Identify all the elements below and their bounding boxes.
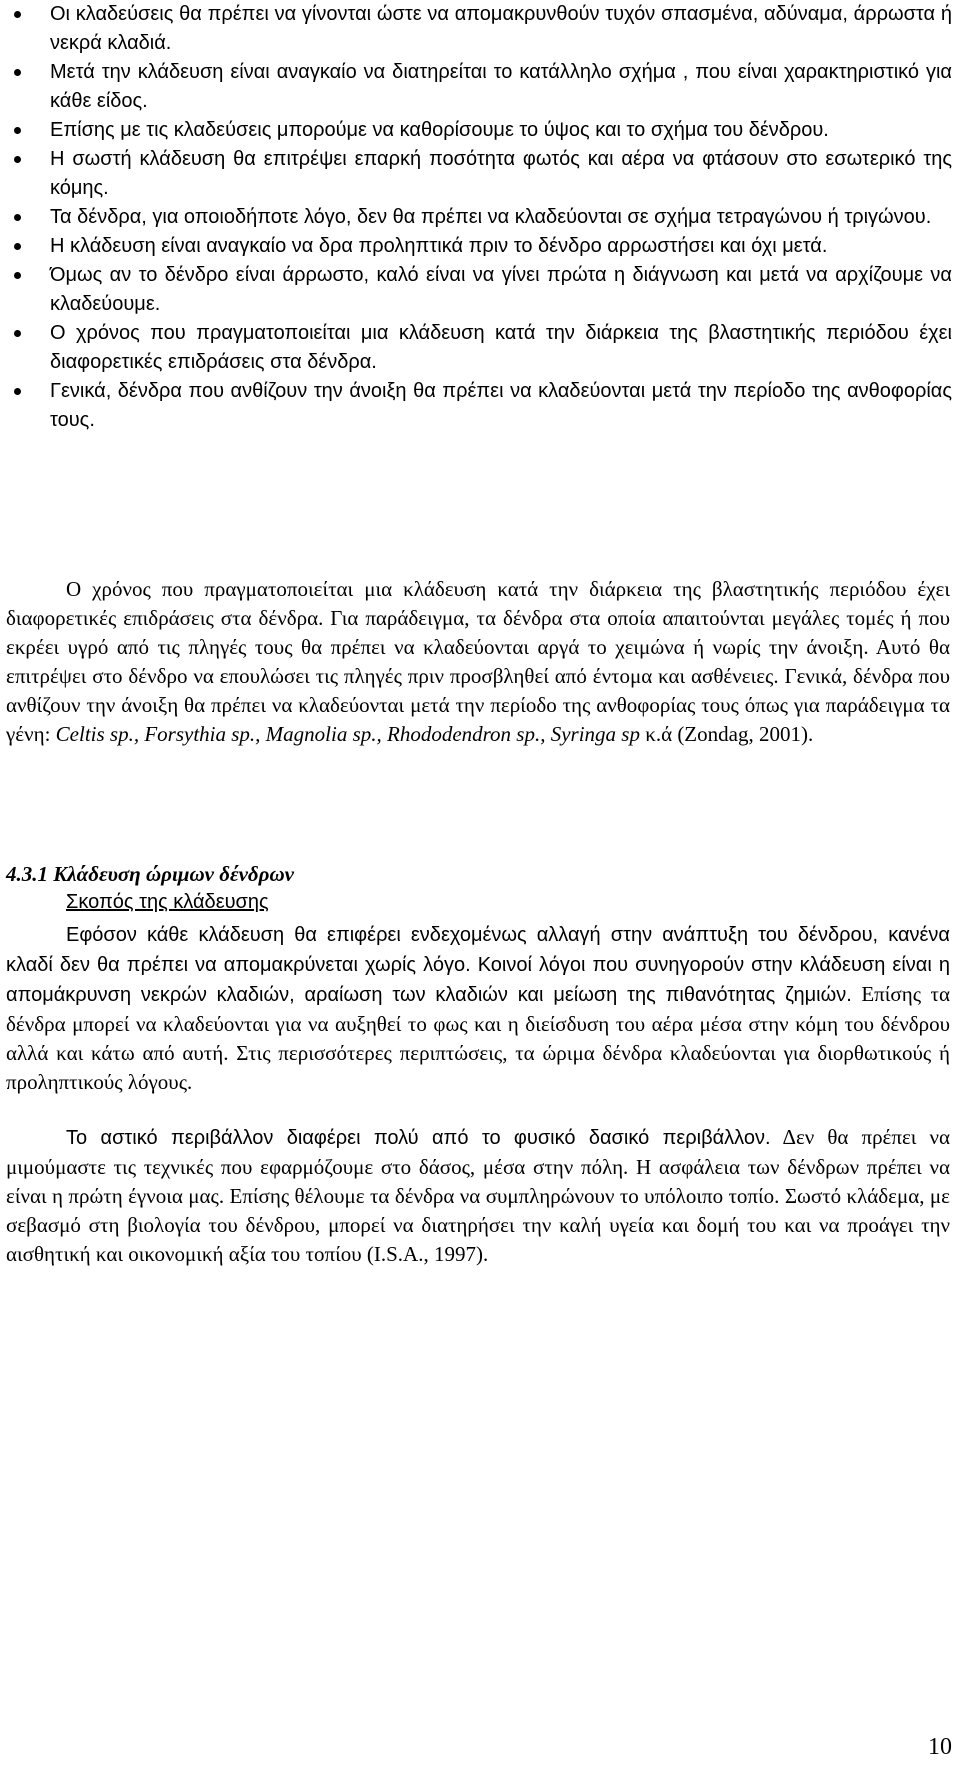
subsection-title: Σκοπός της κλάδευσης — [66, 891, 269, 913]
bullet-text: Ο χρόνος που πραγματοποιείται μια κλάδευση κατά την διάρκεια της βλαστητικής περιόδου έχει διαφορετικές επιδράσεις στα δένδρα. — [50, 322, 952, 373]
bullet-icon — [14, 330, 21, 337]
bullet-text: Τα δένδρα, για οποιοδήποτε λόγο, δεν θα πρέπει να κλαδεύονται σε σχήμα τετραγώνου ή τριγώνου. — [50, 206, 932, 228]
paragraph-text: Δεν θα πρέπει να μιμούμαστε τις τεχνικές που εφαρμόζουμε στο δάσος, μέσα στην πόλη. Η ασφάλεια των δένδρων πρέπει να είναι η πρώτη έγνοια μας. Επίσης θέλουμε τα δένδρα να συμπληρώνουν το υπόλοιπο τοπίο. Σωστό κλάδεμα, με σεβασμό στη βιολογία του δένδρου, μπορεί να διατηρήσει την καλή υγεία και δομή του και να προάγει την αισθητική και οικονομική αξία του τοπίου (I.S.A., 1997). — [6, 1125, 950, 1266]
list-item — [0, 116, 960, 145]
bullet-text: Η κλάδευση είναι αναγκαίο να δρα προληπτικά πριν το δένδρο αρρωστήσει και όχι μετά. — [50, 235, 828, 257]
bullet-icon — [14, 243, 21, 250]
paragraph-pruning-purpose — [6, 920, 950, 1097]
bullet-icon — [14, 69, 21, 76]
section-heading: 4.3.1 Κλάδευση ώριμων δένδρων — [6, 862, 294, 886]
bullet-icon — [14, 272, 21, 279]
list-item — [0, 377, 960, 435]
bullet-icon — [14, 127, 21, 134]
bullet-text: Γενικά, δένδρα που ανθίζουν την άνοιξη θα πρέπει να κλαδεύονται μετά την περίοδο της ανθοφορίας τους. — [50, 380, 952, 431]
bullet-list — [0, 0, 960, 435]
bullet-text: Μετά την κλάδευση είναι αναγκαίο να διατηρείται το κατάλληλο σχήμα , που είναι χαρακτηριστικό για κάθε είδος. — [50, 61, 952, 112]
list-item — [0, 203, 960, 232]
bullet-text: Η σωστή κλάδευση θα επιτρέψει επαρκή ποσότητα φωτός και αέρα να φτάσουν στο εσωτερικό της κόμης. — [50, 148, 952, 199]
bullet-text: Όμως αν το δένδρο είναι άρρωστο, καλό είναι να γίνει πρώτα η διάγνωση και μετά να αρχίζουμε να κλαδεύουμε. — [50, 264, 952, 315]
list-item — [0, 261, 960, 319]
citation: κ.ά (Zondag, 2001). — [639, 722, 814, 746]
list-item — [0, 0, 960, 58]
page-number: 10 — [928, 1734, 952, 1760]
list-item — [0, 145, 960, 203]
bullet-icon — [14, 11, 21, 18]
bullet-text: Οι κλαδεύσεις θα πρέπει να γίνονται ώστε να απομακρυνθούν τυχόν σπασμένα, αδύναμα, άρρωστα ή νεκρά κλαδιά. — [50, 3, 952, 54]
paragraph-lead: Εφόσον κάθε κλάδευση θα επιφέρει ενδεχομένως αλλαγή στην ανάπτυξη του δένδρου, κανένα κλαδί δεν θα πρέπει να απομακρύνεται χωρίς λόγο. Κοινοί λόγοι που συνηγορούν στην κλάδευση είναι η απομάκρυνση νεκρών κλαδιών, αραίωση των κλαδιών και μείωση της πιθανότητας ζημιών. — [6, 924, 950, 1006]
bullet-icon — [14, 214, 21, 221]
paragraph-pruning-timing — [6, 575, 950, 749]
bullet-text: Επίσης με τις κλαδεύσεις μπορούμε να καθορίσουμε το ύψος και το σχήμα του δένδρου. — [50, 119, 829, 141]
species-list: Celtis sp., Forsythia sp., Magnolia sp., Rhododendron sp., Syringa sp — [55, 722, 640, 746]
list-item — [0, 58, 960, 116]
list-item — [0, 232, 960, 261]
paragraph-lead: Το αστικό περιβάλλον διαφέρει πολύ από το φυσικό δασικό περιβάλλον. — [66, 1127, 771, 1149]
bullet-icon — [14, 388, 21, 395]
paragraph-text: Ο χρόνος που πραγματοποιείται μια κλάδευση κατά την διάρκεια της βλαστητικής περιόδου έχει διαφορετικές επιδράσεις στα δένδρα. Για παράδειγμα, τα δένδρα στα οποία απαιτούνται μεγάλες τομές ή που εκρέει υγρό από τις πληγές τους θα πρέπει να κλαδεύονται αργά το χειμώνα ή νωρίς την άνοιξη. Αυτό θα επιτρέψει στο δένδρο να επουλώσει τις πληγές πριν προσβληθεί από έντομα και ασθένειες. Γενικά, δένδρα που ανθίζουν την άνοιξη θα πρέπει να κλαδεύονται μετά την περίοδο της ανθοφορίας τους όπως για παράδειγμα τα γένη: — [6, 577, 950, 746]
list-item — [0, 319, 960, 377]
paragraph-urban-environment — [6, 1123, 950, 1269]
paragraph-text: Επίσης τα δένδρα μπορεί να κλαδεύονται για να αυξηθεί το φως και η διείσδυση του αέρα μέσα στην κόμη του δένδρου αλλά και κάτω από αυτή. Στις περισσότερες περιπτώσεις, τα ώριμα δένδρα κλαδεύονται για διορθωτικούς ή προληπτικούς λόγους. — [6, 982, 950, 1094]
bullet-icon — [14, 156, 21, 163]
